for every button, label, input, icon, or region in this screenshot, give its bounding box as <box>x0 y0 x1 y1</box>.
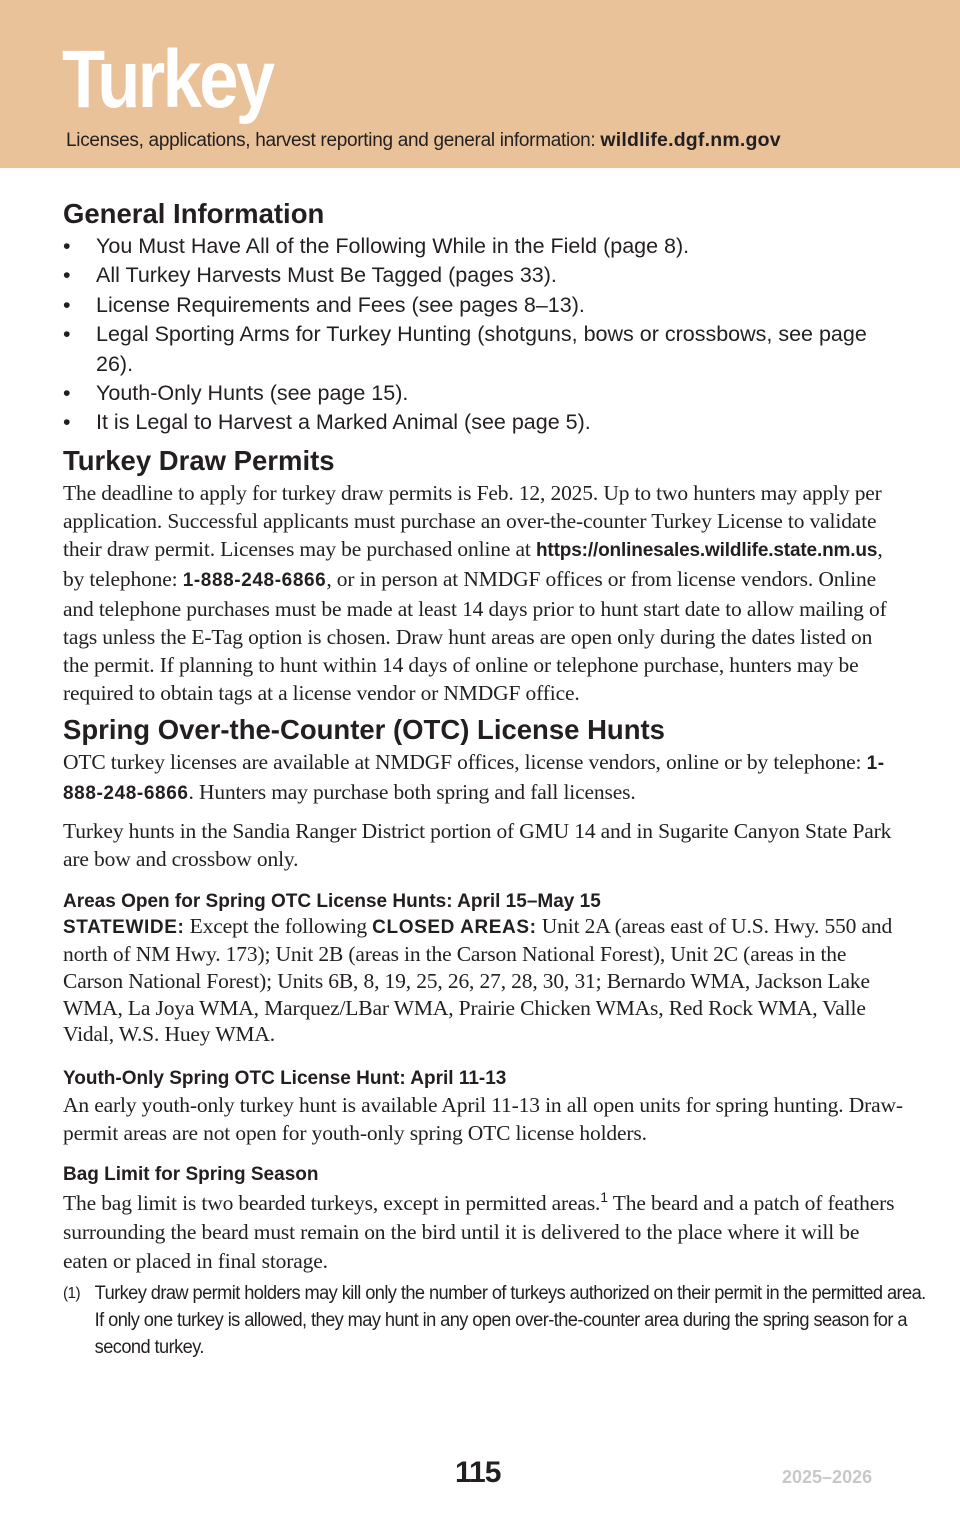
statewide-label: STATEWIDE: <box>63 916 185 938</box>
youth-heading: Youth-Only Spring OTC License Hunt: April 11-13 <box>63 1067 507 1089</box>
bullet: • <box>63 234 71 258</box>
sandia-text: Turkey hunts in the Sandia Ranger District portion of GMU 14 and in Sugarite Canyon State Park are bow and crossbow only. <box>63 818 892 871</box>
areas-text-part: Unit 2A (areas east of U.S. Hwy. 550 and north of NM Hwy. 173); Unit 2B (areas in the Carson National Forest), Unit 2C (areas in the Carson National Forest); Units 6B, 8, 19, 25, 26, 27, 28, 30, 31; Bernardo WMA, Jackson Lake WMA, La Joya WMA, Marquez/LBar WMA, Prairie Chicken WMAs, Red Rock WMA, Valle Vidal, W.S. Huey WMA. <box>63 913 893 1047</box>
bullet: • <box>63 381 71 406</box>
bullet: • <box>63 410 71 435</box>
online-sales-link[interactable]: https://onlinesales.wildlife.state.nm.us <box>535 539 878 561</box>
footnote-mark: (1) <box>63 1284 81 1302</box>
draw-text-part: , by telephone: <box>63 536 883 591</box>
areas-text <box>63 913 903 1048</box>
bag-text-part: The bag limit is two bearded turkeys, except in permitted areas. <box>63 1190 601 1215</box>
phone-number: 1-888-248-6866 <box>182 569 327 591</box>
general-info-list <box>63 232 903 438</box>
bullet: • <box>63 292 71 317</box>
subtitle-text: Licenses, applications, harvest reporting and general information: <box>66 130 601 151</box>
bag-limit-heading: Bag Limit for Spring Season <box>63 1163 319 1185</box>
phone-number: 1-888-248-6866 <box>63 752 885 804</box>
areas-heading: Areas Open for Spring OTC License Hunts: April 15–May 15 <box>63 890 601 912</box>
otc-text <box>63 748 903 808</box>
draw-permits-heading: Turkey Draw Permits <box>63 444 335 476</box>
page-number: 115 <box>455 1456 501 1489</box>
list-item-text: License Requirements and Fees (see pages 8–13). <box>96 292 585 317</box>
title-banner <box>0 0 960 168</box>
areas-text-part: Except the following <box>184 913 373 938</box>
year-label: 2025–2026 <box>782 1467 873 1487</box>
list-item-text: You Must Have All of the Following While in the Field (page 8). <box>96 234 690 258</box>
footnote-text: Turkey draw permit holders may kill only the number of turkeys authorized on their permit in the permitted area. If only one turkey is allowed, they may hunt in any open over-the-counter area during the spring season for a second turkey. <box>94 1282 926 1358</box>
page-title: Turkey <box>62 34 273 125</box>
list-item <box>63 232 903 261</box>
youth-text: An early youth-only turkey hunt is available April 11-13 in all open units for spring hunting. Draw-permit areas are not open for youth-only spring OTC license holders. <box>63 1092 903 1145</box>
list-item-text: Youth-Only Hunts (see page 15). <box>96 381 409 406</box>
list-item-text: It is Legal to Harvest a Marked Animal (see page 5). <box>96 410 591 435</box>
main-content <box>63 196 926 1361</box>
otc-heading: Spring Over-the-Counter (OTC) License Hunts <box>63 713 665 745</box>
bullet: • <box>63 263 71 288</box>
closed-areas-label: CLOSED AREAS: <box>372 916 537 938</box>
list-item <box>63 261 903 290</box>
draw-text-part: The deadline to apply for turkey draw permits is Feb. 12, 2025. Up to two hunters may apply per application. Successful applicants must purchase an over-the-counter Turkey License to validate their draw permit. Licenses may be purchased online at <box>63 480 882 561</box>
banner-subtitle <box>66 129 781 152</box>
list-item <box>63 291 903 320</box>
bag-limit-text <box>63 1189 903 1277</box>
list-item <box>63 379 903 408</box>
footnote-ref: 1 <box>600 1188 608 1205</box>
otc-text-part: . Hunters may purchase both spring and fall licenses. <box>188 779 636 804</box>
bullet: • <box>63 322 71 347</box>
list-item <box>63 408 903 437</box>
otc-text-part: OTC turkey licenses are available at NMDGF offices, license vendors, online or by telephone: <box>63 749 867 774</box>
general-info-heading: General Information <box>63 198 325 229</box>
bag-text-part: The beard and a patch of feathers surrounding the beard must remain on the bird until it is delivered to the place where it will be eaten or placed in final storage. <box>63 1190 895 1274</box>
draw-text-part: , or in person at NMDGF offices or from license vendors. Online and telephone purchases must be made at least 14 days prior to hunt start date to allow mailing of tags unless the E-Tag option is chosen. Draw hunt areas are open only during the dates listed on the permit. If planning to hunt within 14 days of online or telephone purchase, hunters may be required to obtain tags at a license vendor or NMDGF office. <box>63 566 887 705</box>
footnote <box>63 1280 935 1361</box>
list-item-text: All Turkey Harvests Must Be Tagged (pages 33). <box>96 263 557 288</box>
draw-permits-text <box>63 479 903 707</box>
list-item <box>63 320 903 379</box>
list-item-text: Legal Sporting Arms for Turkey Hunting (shotguns, bows or crossbows, see page 26). <box>96 322 867 376</box>
website-link[interactable]: wildlife.dgf.nm.gov <box>600 129 781 151</box>
